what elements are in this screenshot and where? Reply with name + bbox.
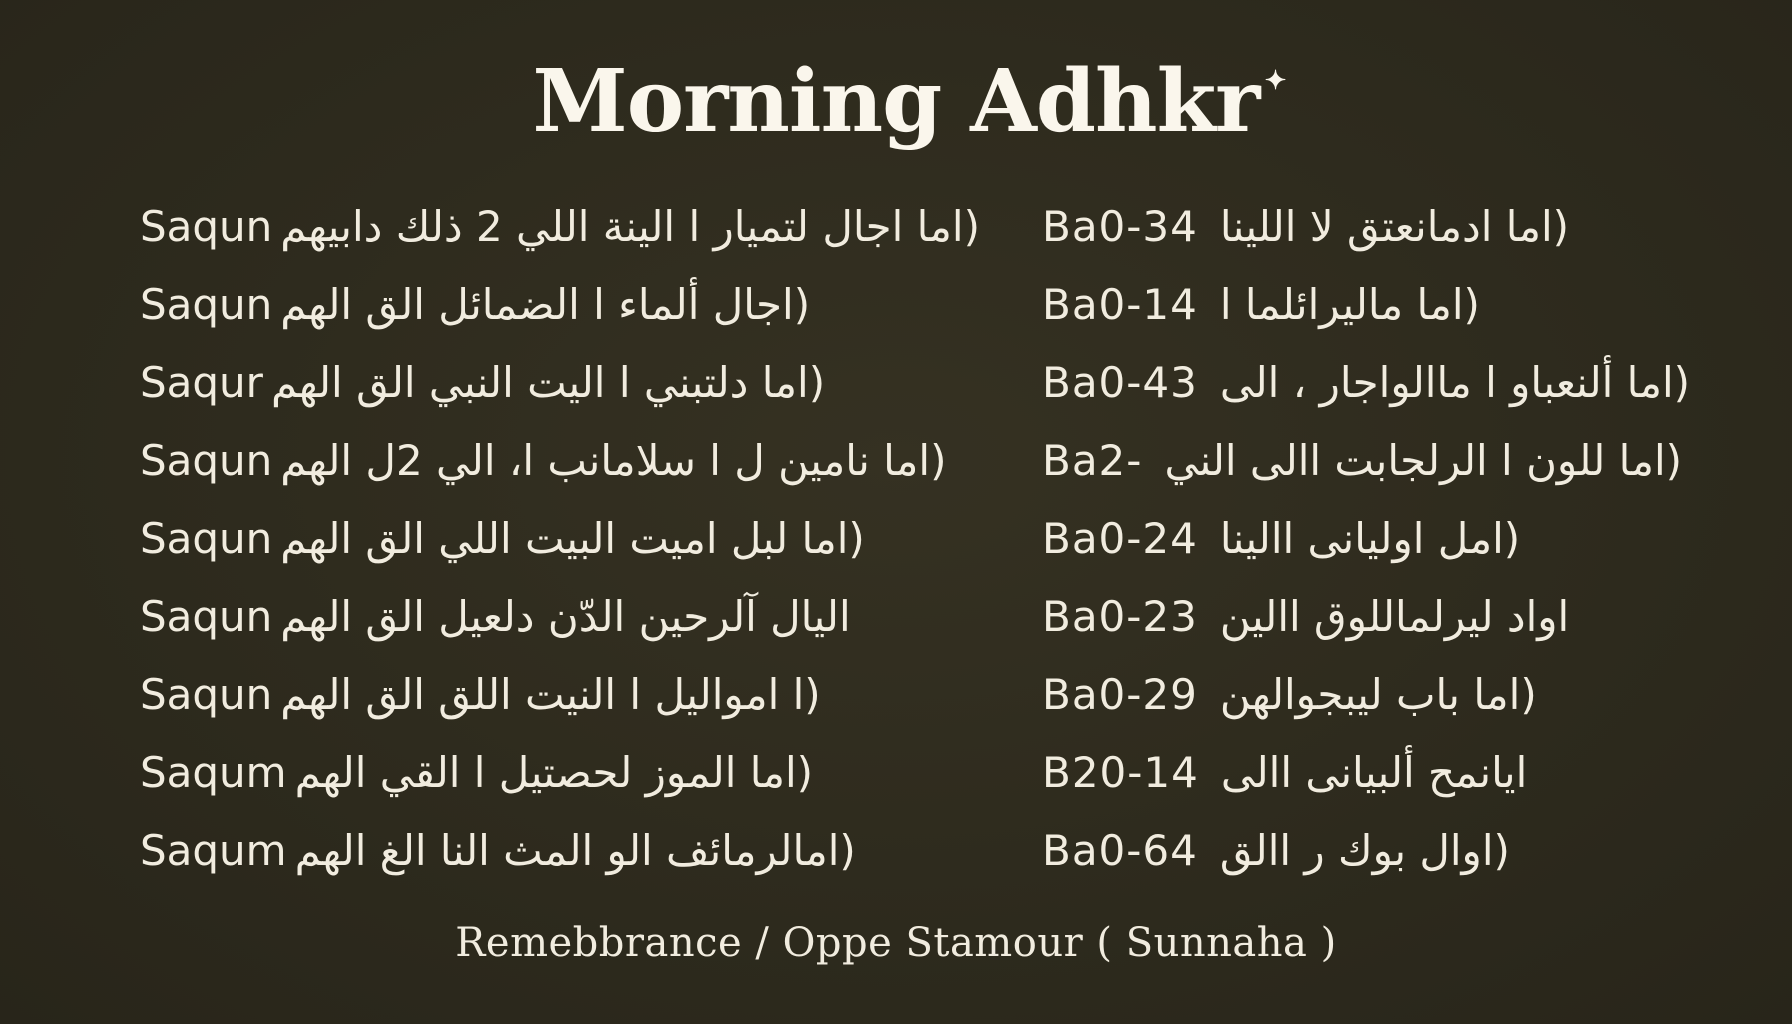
list-item-left-9 <box>140 812 900 890</box>
list-item-left-6 <box>140 578 900 656</box>
row-lead: Saqun <box>140 670 273 719</box>
row-lead: Saqur <box>140 358 263 407</box>
row-reference: Ba0-24 <box>1042 514 1198 563</box>
list-item-right-5 <box>1042 500 1742 578</box>
list-item-right-8 <box>1042 734 1742 812</box>
row-reference: Ba0-29 <box>1042 670 1198 719</box>
row-reference: Ba0-34 <box>1042 202 1198 251</box>
row-reference: Ba2- <box>1042 436 1143 485</box>
list-item-right-9 <box>1042 812 1742 890</box>
list-item-left-2 <box>140 266 900 344</box>
list-item-right-1 <box>1042 188 1742 266</box>
row-arabic: (امالرمائف الو المث النا الغ الهم <box>294 826 856 875</box>
row-arabic: (اما ماليرائلما ا <box>1219 280 1480 329</box>
row-arabic: (اما ألنعباو ا ماالواجار ، الى <box>1219 358 1690 407</box>
list-item-left-1 <box>140 188 980 266</box>
row-arabic: (اوال بوك ر االق <box>1219 826 1510 875</box>
row-lead: Saqun <box>140 202 273 251</box>
right-column <box>1042 188 1742 890</box>
sparkle-icon: ✦ <box>1264 66 1286 96</box>
page-title-text: Morning Adhkr <box>532 51 1260 152</box>
list-item-right-7 <box>1042 656 1742 734</box>
row-lead: Saqun <box>140 592 273 641</box>
row-arabic: ايانمح ألبيانى االى <box>1220 748 1528 797</box>
row-arabic: (اما للون ا الرلجابت االى الني <box>1164 436 1683 485</box>
row-lead: Saqum <box>140 826 287 875</box>
row-arabic: (اما لبل اميت البيت اللي الق الهم <box>280 514 865 563</box>
list-item-left-8 <box>140 734 900 812</box>
row-arabic: اواد ليرلماللوق االين <box>1219 592 1570 641</box>
row-lead: Saqun <box>140 280 273 329</box>
row-arabic: (اما دلتبني ا اليت النبي الق الهم <box>270 358 826 407</box>
list-item-right-3 <box>1042 344 1742 422</box>
list-item-right-4 <box>1042 422 1742 500</box>
list-item-right-2 <box>1042 266 1742 344</box>
row-lead: Saqum <box>140 748 287 797</box>
footer-caption: Remebbrance / Oppe Stamour ( Sunnaha ) <box>455 920 1337 966</box>
row-arabic: اليال آلرحين الدّن دلعيل الق الهم <box>280 592 851 641</box>
list-item-right-6 <box>1042 578 1742 656</box>
list-item-left-5 <box>140 500 900 578</box>
row-arabic: (اما الموز لحصتيل ا القي الهم <box>294 748 814 797</box>
row-lead: Saqun <box>140 514 273 563</box>
list-item-left-7 <box>140 656 900 734</box>
page-title <box>532 51 1286 152</box>
row-arabic: (امل اوليانى االينا <box>1219 514 1521 563</box>
row-reference: Ba0-23 <box>1042 592 1198 641</box>
row-lead: Saqun <box>140 436 273 485</box>
row-arabic: (اجال ألماء ا الضمائل الق الهم <box>280 280 811 329</box>
title-area <box>0 52 1792 152</box>
row-arabic: (اما نامين ل ا سلامانب ا، الي 2ل الهم <box>280 436 947 485</box>
row-reference: Ba0-43 <box>1042 358 1198 407</box>
list-item-left-4 <box>140 422 947 500</box>
row-reference: B20-14 <box>1042 748 1199 797</box>
row-reference: Ba0-14 <box>1042 280 1198 329</box>
row-reference: Ba0-64 <box>1042 826 1198 875</box>
left-column <box>140 188 980 890</box>
list-item-left-3 <box>140 344 900 422</box>
row-arabic: (اما باب ليبجوالهن <box>1219 670 1537 719</box>
row-arabic: (اما اجال لتميار ا الينة اللي 2 ذلك دابيهم <box>280 202 980 251</box>
row-arabic: (ا امواليل ا النيت اللق الق الهم <box>280 670 821 719</box>
row-arabic: (اما ادمانعتق لا اللينا <box>1219 202 1570 251</box>
